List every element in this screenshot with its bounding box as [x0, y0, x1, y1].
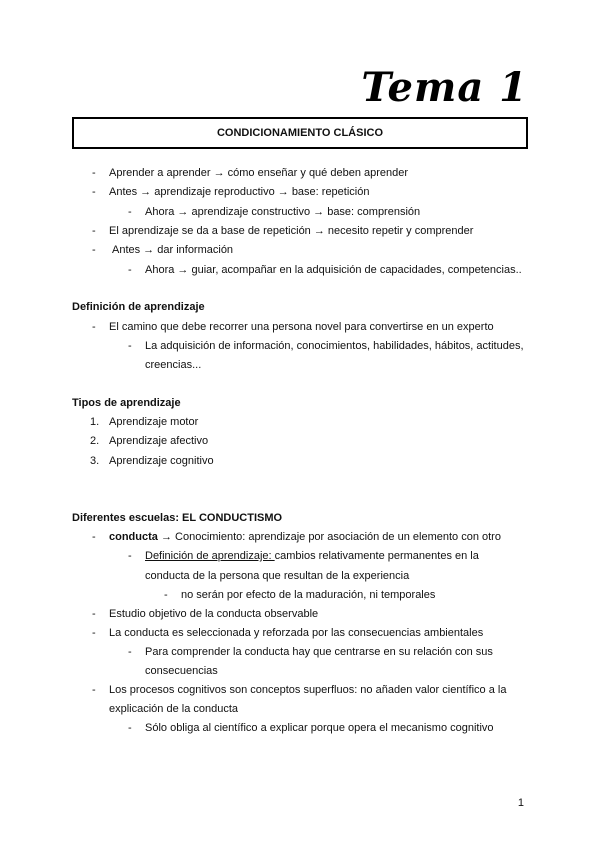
bullet-dash: -	[92, 627, 96, 639]
bullet-dash: -	[128, 722, 132, 734]
list-number: 2.	[90, 435, 100, 447]
list-item: Aprendizaje cognitivo	[109, 455, 214, 467]
bullet-dash: -	[128, 646, 132, 658]
list-item: no serán por efecto de la maduración, ni temporales	[181, 589, 436, 601]
list-item: Estudio objetivo de la conducta observable	[109, 608, 319, 620]
bullet-dash: -	[92, 608, 96, 620]
list-item-continuation: creencias...	[145, 359, 202, 371]
list-item: Antes → aprendizaje reproductivo → base: repetición	[109, 186, 370, 198]
page-title: Tema 1	[361, 64, 528, 111]
list-item	[145, 549, 479, 563]
section-heading-tipos: Tipos de aprendizaje	[72, 397, 181, 409]
bullet-dash: -	[92, 167, 96, 179]
list-number: 3.	[90, 455, 100, 467]
bullet-dash: -	[128, 264, 132, 276]
list-item-continuation: conducta de la persona que resultan de la experiencia	[145, 570, 410, 582]
list-item: Antes → dar información	[112, 244, 234, 256]
list-item: Sólo obliga al científico a explicar porque opera el mecanismo cognitivo	[145, 722, 494, 734]
list-item: Ahora → guiar, acompañar en la adquisición de capacidades, competencias..	[145, 264, 522, 276]
list-item: Ahora → aprendizaje constructivo → base: comprensión	[145, 206, 421, 218]
bullet-dash: -	[92, 186, 96, 198]
definition-term: Definición de aprendizaje:	[145, 550, 275, 562]
list-item: La adquisición de información, conocimientos, habilidades, hábitos, actitudes,	[145, 340, 524, 352]
section-title-box: CONDICIONAMIENTO CLÁSICO	[72, 117, 528, 149]
list-item: Aprendizaje motor	[109, 416, 199, 428]
bullet-dash: -	[128, 550, 132, 562]
bullet-dash: -	[128, 206, 132, 218]
bullet-dash: -	[92, 321, 96, 333]
bullet-dash: -	[92, 531, 96, 543]
list-item-continuation: explicación de la conducta	[109, 703, 239, 715]
conducta-description: → Conocimiento: aprendizaje por asociación de un elemento con otro	[157, 531, 501, 543]
section-heading-escuelas: Diferentes escuelas: EL CONDUCTISMO	[72, 512, 283, 524]
bullet-dash: -	[92, 225, 96, 237]
definition-text: cambios relativamente permanentes en la	[274, 550, 479, 562]
bullet-dash: -	[92, 244, 96, 256]
bullet-dash: -	[164, 589, 168, 601]
list-item: Aprendizaje afectivo	[109, 435, 209, 447]
list-item: El aprendizaje se da a base de repetición → necesito repetir y comprender	[109, 225, 474, 237]
list-item: Para comprender la conducta hay que centrarse en su relación con sus	[145, 646, 493, 658]
list-item: Aprender a aprender → cómo enseñar y qué deben aprender	[109, 167, 409, 179]
bullet-dash: -	[128, 340, 132, 352]
list-item: La conducta es seleccionada y reforzada por las consecuencias ambientales	[109, 627, 484, 639]
section-heading-definicion: Definición de aprendizaje	[72, 301, 205, 313]
page-number: 1	[517, 797, 524, 809]
list-number: 1.	[90, 416, 100, 428]
bullet-dash: -	[92, 684, 96, 696]
list-item: El camino que debe recorrer una persona novel para convertirse en un experto	[109, 321, 494, 333]
conducta-term: conducta	[109, 531, 158, 543]
list-item: Los procesos cognitivos son conceptos superfluos: no añaden valor científico a la	[109, 684, 507, 696]
list-item-continuation: consecuencias	[145, 665, 218, 677]
list-item	[109, 530, 501, 544]
